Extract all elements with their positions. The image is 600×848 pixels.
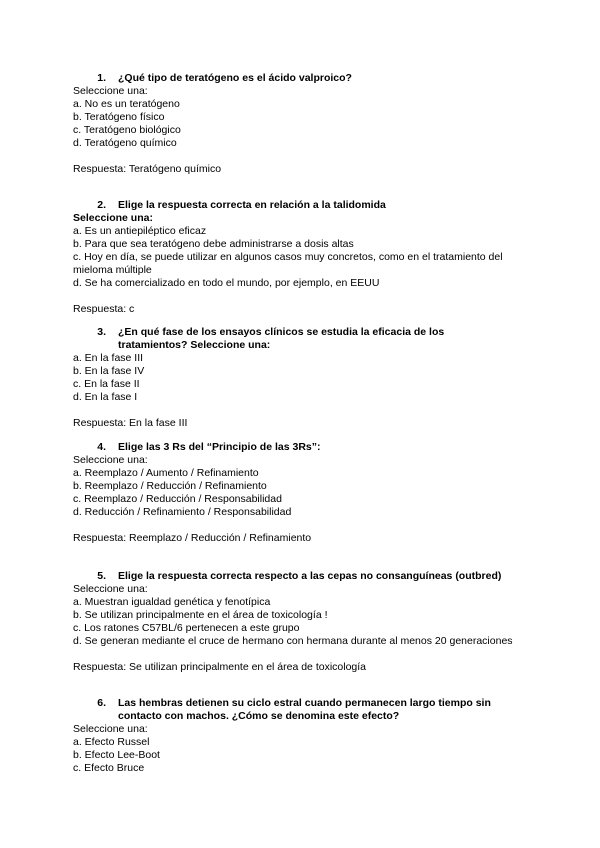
option-b: b. Para que sea teratógeno debe administrarse a dosis altas [73,238,354,250]
question-title [73,697,533,723]
question-title [73,72,533,85]
question-number: 3. [97,326,106,338]
select-prompt: Seleccione una: [73,454,148,466]
select-prompt: Seleccione una: [73,212,153,224]
question-title [73,570,533,583]
question-6 [73,697,533,775]
answer: Respuesta: c [73,303,135,315]
answer: Respuesta: En la fase III [73,417,188,429]
option-b: b. Se utilizan principalmente en el área de toxicología ! [73,609,328,621]
option-a: a. Reemplazo / Aumento / Refinamiento [73,467,259,479]
question-1 [73,72,533,176]
option-c: c. Los ratones C57BL/6 pertenecen a este grupo [73,622,300,634]
select-prompt: Seleccione una: [73,583,148,595]
question-text: Elige la respuesta correcta respecto a las cepas no consanguíneas (outbred) [118,570,502,582]
option-d: d. En la fase I [73,391,138,403]
option-b: b. En la fase IV [73,365,145,377]
question-3 [73,326,533,430]
question-text: Elige la respuesta correcta en relación a la talidomida [118,199,386,211]
question-4 [73,441,533,545]
question-2 [73,199,533,316]
question-title [73,199,533,212]
option-c: c. Reemplazo / Reducción / Responsabilidad [73,493,282,505]
question-5 [73,570,533,674]
option-c: c. Hoy en día, se puede utilizar en algunos casos muy concretos, como en el tratamiento del mieloma múltiple [73,251,503,276]
option-a: a. Muestran igualdad genética y fenotípica [73,596,271,608]
question-text: Las hembras detienen su ciclo estral cuando permanecen largo tiempo sin contacto con machos. ¿Cómo se denomina este efecto? [118,697,491,722]
question-text: ¿En qué fase de los ensayos clínicos se estudia la eficacia de los tratamientos? Seleccione una: [118,326,445,351]
question-text: Elige las 3 Rs del “Principio de las 3Rs”: [118,441,321,453]
option-c: c. Teratógeno biológico [73,124,181,136]
answer: Respuesta: Reemplazo / Reducción / Refinamiento [73,532,312,544]
question-number: 4. [97,441,106,453]
question-title [73,441,533,454]
option-d: d. Reducción / Refinamiento / Responsabilidad [73,506,292,518]
select-prompt: Seleccione una: [73,723,148,735]
question-number: 1. [97,72,106,84]
select-prompt: Seleccione una: [73,85,148,97]
option-b: b. Reemplazo / Reducción / Refinamiento [73,480,267,492]
option-a: a. No es un teratógeno [73,98,180,110]
answer: Respuesta: Teratógeno químico [73,163,222,175]
option-a: a. En la fase III [73,352,144,364]
option-b: b. Efecto Lee-Boot [73,749,160,761]
option-c: c. Efecto Bruce [73,762,145,774]
option-b: b. Teratógeno físico [73,111,165,123]
question-title [73,326,533,352]
option-d: d. Se ha comercializado en todo el mundo, por ejemplo, en EEUU [73,277,380,289]
option-c: c. En la fase II [73,378,140,390]
question-text: ¿Qué tipo de teratógeno es el ácido valproico? [118,72,352,84]
answer: Respuesta: Se utilizan principalmente en el área de toxicología [73,661,367,673]
question-number: 5. [97,570,106,582]
option-d: d. Se generan mediante el cruce de hermano con hermana durante al menos 20 generaciones [73,635,513,647]
option-d: d. Teratógeno químico [73,137,177,149]
option-a: a. Efecto Russel [73,736,150,748]
option-a: a. Es un antiepiléptico eficaz [73,225,207,237]
question-number: 2. [97,199,106,211]
question-number: 6. [97,697,106,709]
